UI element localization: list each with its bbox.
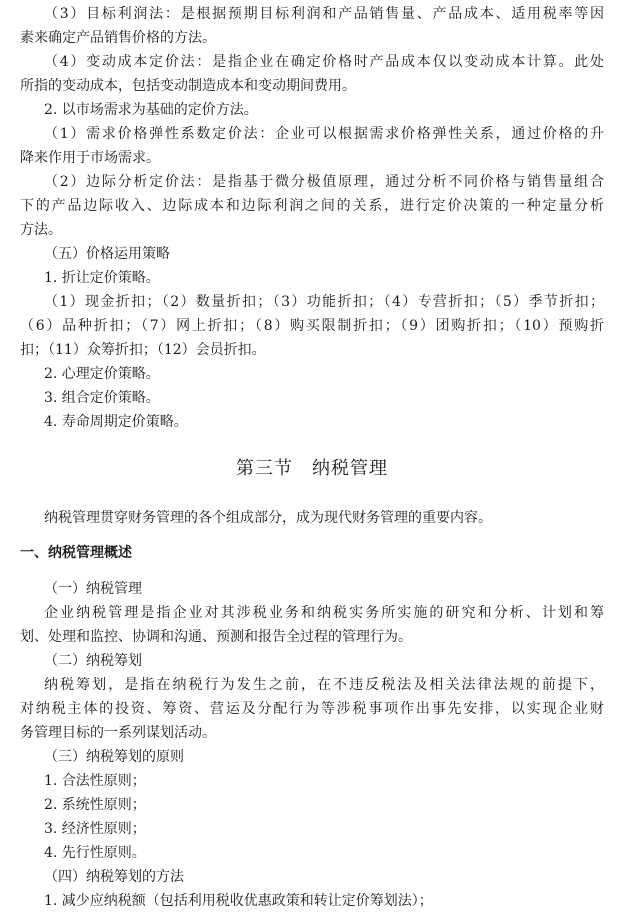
subheading: （一）纳税管理 <box>44 581 142 597</box>
list-item: 3. 经济性原则； <box>44 821 146 837</box>
list-item: 1. 减少应纳税额（包括利用税收优惠政策和转让定价筹划法）； <box>44 893 433 909</box>
paragraph-line: 对纳税主体的投资、筹资、营运及分配行为等涉税事项作出事先安排，以实现企业财 <box>20 701 604 717</box>
paragraph-line: （3）目标利润法：是根据预期目标利润和产品销售量、产品成本、适用税率等因 <box>44 6 604 22</box>
paragraph-line: 扣；（11）众筹折扣；（12）会员折扣。 <box>20 342 266 358</box>
paragraph-line: 务管理目标的一系列谋划活动。 <box>20 725 216 741</box>
paragraph-line: （6）品种折扣；（7）网上折扣；（8）购买限制折扣；（9）团购折扣；（10）预购折 <box>20 318 604 334</box>
list-item: 3. 组合定价策略。 <box>44 390 160 406</box>
subheading: （二）纳税筹划 <box>44 653 142 669</box>
paragraph-line: （4）变动成本定价法：是指企业在确定价格时产品成本仅以变动成本计算。此处 <box>44 54 604 70</box>
paragraph-line: 方法。 <box>20 222 62 238</box>
paragraph-line: （1）现金折扣；（2）数量折扣；（3）功能折扣；（4）专营折扣；（5）季节折扣； <box>44 294 604 310</box>
paragraph-line: 纳税管理贯穿财务管理的各个组成部分，成为现代财务管理的重要内容。 <box>44 510 492 526</box>
paragraph-line: 划、处理和监控、协调和沟通、预测和报告全过程的管理行为。 <box>20 629 412 645</box>
subheading: （五）价格运用策略 <box>44 246 170 262</box>
section-title: 第三节 纳税管理 <box>236 458 388 479</box>
list-item: 4. 寿命周期定价策略。 <box>44 414 188 430</box>
list-item: 2. 心理定价策略。 <box>44 366 160 382</box>
paragraph-line: （2）边际分析定价法：是指基于微分极值原理，通过分析不同价格与销售量组合 <box>44 174 604 190</box>
paragraph-line: （1）需求价格弹性系数定价法：企业可以根据需求价格弹性关系，通过价格的升 <box>44 126 604 142</box>
list-item: 2. 系统性原则； <box>44 797 146 813</box>
list-item: 1. 合法性原则； <box>44 773 146 789</box>
list-item: 2. 以市场需求为基础的定价方法。 <box>44 102 258 118</box>
list-item: 4. 先行性原则。 <box>44 845 146 861</box>
paragraph-line: 降来作用于市场需求。 <box>20 150 160 166</box>
subheading: （三）纳税筹划的原则 <box>44 749 184 765</box>
paragraph-line: 所指的变动成本，包括变动制造成本和变动期间费用。 <box>20 78 356 94</box>
paragraph-line: 企业纳税管理是指企业对其涉税业务和纳税实务所实施的研究和分析、计划和筹 <box>44 605 604 621</box>
list-item: 1. 折让定价策略。 <box>44 270 160 286</box>
subheading: （四）纳税筹划的方法 <box>44 869 184 885</box>
paragraph-line: 下的产品边际收入、边际成本和边际利润之间的关系，进行定价决策的一种定量分析 <box>20 198 604 214</box>
paragraph-line: 纳税筹划，是指在纳税行为发生之前，在不违反税法及相关法律法规的前提下， <box>44 677 604 693</box>
paragraph-line: 素来确定产品销售价格的方法。 <box>20 30 216 46</box>
heading: 一、纳税管理概述 <box>20 545 132 561</box>
